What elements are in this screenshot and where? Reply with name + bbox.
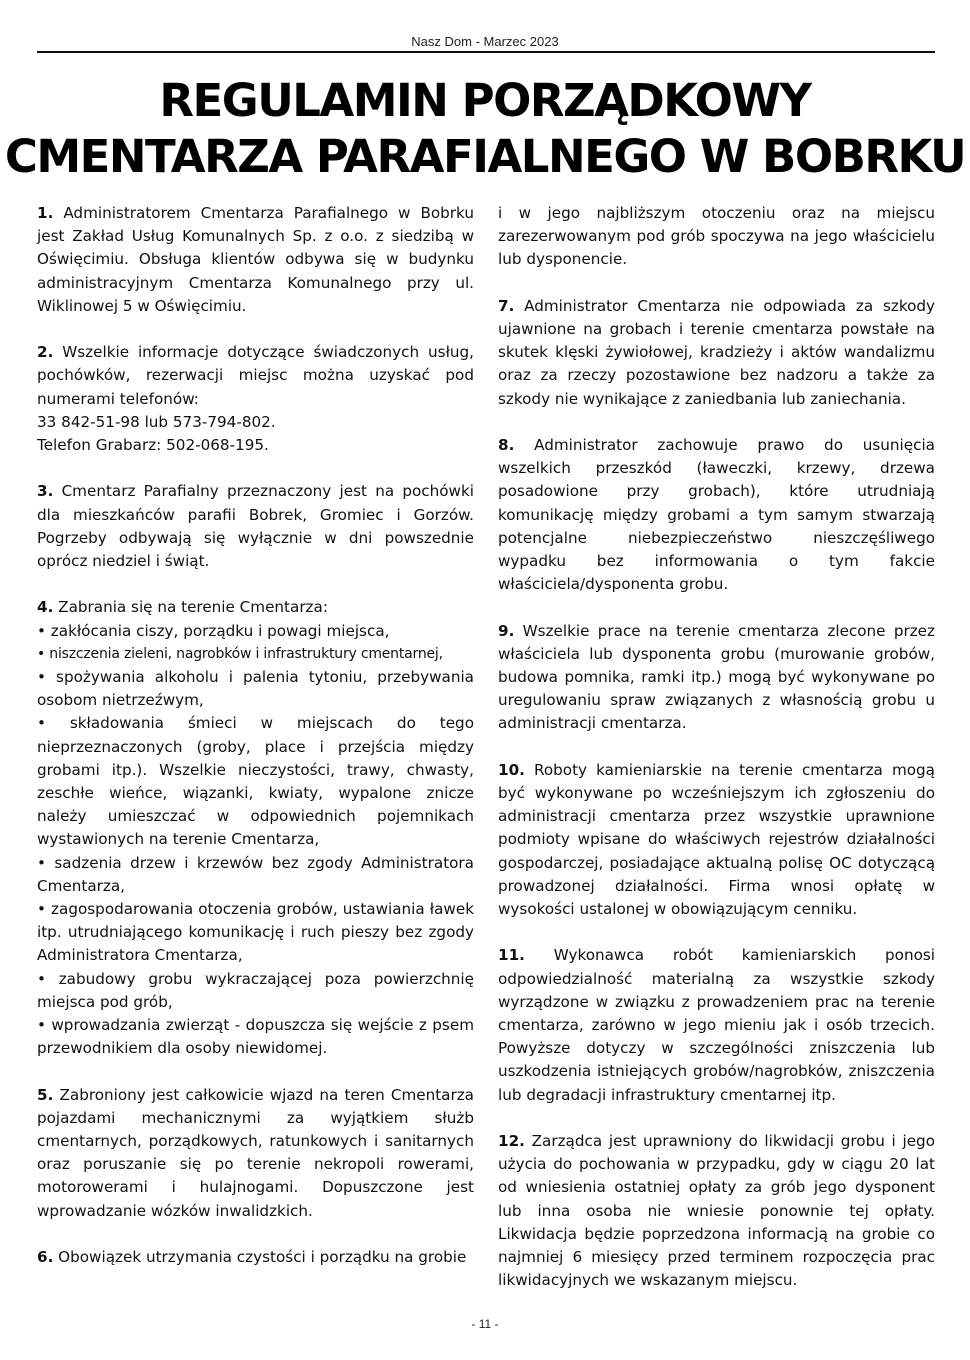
paragraph-text: Obowiązek utrzymania czystości i porządku na grobie bbox=[53, 1248, 467, 1267]
paragraph-text: Zarządca jest uprawniony do likwidacji grobu i jego użycia do pochowania w przypadku, gdy w ciągu 20 lat od wniesienia ostatniej opłaty za grób jego dysponent lub inna osoba nie wniesie ponownie tej opłaty. Likwidacja będzie poprzedzona informacją na grobie co najmniej 6 miesięcy przed terminem rozpoczęcia prac likwidacyjnych we wskazanym miejscu. bbox=[498, 1132, 935, 1290]
paragraph-number: 3. bbox=[37, 482, 54, 501]
paragraph-4 bbox=[37, 596, 474, 1060]
paragraph-text: Wszelkie prace na terenie cmentarza zlecone przez właściciela lub dysponenta grobu (murowanie grobów, budowa pomnika, ramki itp.) mogą być wykonywane po uregulowaniu spraw związanych z własnością grobu u administracji cmentarza. bbox=[498, 621, 935, 733]
paragraph-11 bbox=[498, 944, 935, 1106]
list-item: • sadzenia drzew i krzewów bez zgody Administratora Cmentarza, bbox=[37, 853, 474, 895]
paragraph-text: Wykonawca robót kamieniarskich ponosi odpowiedzialność materialną za wszystkie szkody wyrządzone w związku z prowadzeniem prac na terenie cmentarza, zarówno w jego mieniu jak i osób trzecich. Powyższe dotyczy w szczególności zniszczenia lub uszkodzenia istniejących grobów/nagrobków, zniszczenia lub degradacji infrastruktury cmentarnej itp. bbox=[498, 946, 935, 1104]
paragraph-number: 11. bbox=[498, 946, 525, 965]
paragraph-2 bbox=[37, 341, 474, 457]
left-column bbox=[37, 202, 474, 1292]
title-line-2: CMENTARZA PARAFIALNEGO W BOBRKU bbox=[4, 130, 966, 183]
paragraph-number: 7. bbox=[498, 296, 515, 315]
paragraph-text: Zabroniony jest całkowicie wjazd na teren Cmentarza pojazdami mechanicznymi za wyjątkiem służb cmentarnych, porządkowych, ratunkowych i sanitarnych oraz poruszanie się po terenie nekropoli rowerami, motorowerami i hulajnogami. Dopuszczone jest wprowadzanie wózków inwalidzkich. bbox=[37, 1085, 474, 1220]
list-item: • wprowadzania zwierząt - dopuszcza się wejście z psem przewodnikiem dla osoby niewidomej. bbox=[37, 1016, 474, 1058]
paragraph-9 bbox=[498, 620, 935, 736]
list-item: • zakłócania ciszy, porządku i powagi miejsca, bbox=[37, 621, 390, 640]
paragraph-number: 10. bbox=[498, 760, 525, 779]
list-item: • zagospodarowania otoczenia grobów, ustawiania ławek itp. utrudniającego komunikację i ruch pieszy bez zgody Administratora Cmentarza, bbox=[37, 900, 474, 965]
paragraph-number: 12. bbox=[498, 1132, 525, 1151]
title-line-1: REGULAMIN PORZĄDKOWY bbox=[159, 74, 811, 127]
paragraph-7 bbox=[498, 295, 935, 411]
page-number: - 11 - bbox=[471, 1317, 499, 1331]
paragraph-10 bbox=[498, 759, 935, 921]
paragraph-6 bbox=[37, 1246, 474, 1269]
paragraph-number: 4. bbox=[37, 598, 54, 617]
header-publication: Nasz Dom - Marzec 2023 bbox=[411, 34, 559, 49]
paragraph-number: 9. bbox=[498, 621, 515, 640]
paragraph-6-continued bbox=[498, 202, 935, 272]
paragraph-3 bbox=[37, 480, 474, 573]
paragraph-5 bbox=[37, 1084, 474, 1223]
paragraph-text: Administrator zachowuje prawo do usunięcia wszelkich przeszkód (ławeczki, krzewy, drzewa posadowione przy grobach), które utrudniają komunikację między grobami a tym samym stwarzają potencjalne niebezpieczeństwo nieszczęśliwego wypadku bez informowania o tym fakcie właściciela/dysponenta grobu. bbox=[498, 436, 935, 594]
paragraph-number: 6. bbox=[37, 1248, 54, 1267]
list-item: • składowania śmieci w miejscach do tego nieprzeznaczonych (groby, place i przejścia między grobami itp.). Wszelkie nieczystości, trawy, chwasty, zeschłe wieńce, wiązanki, kwiaty, wypalone znicze należy umieszczać w odpowiednich pojemnikach wystawionych na terenie Cmentarza, bbox=[37, 714, 474, 849]
phone-numbers: 33 842-51-98 lub 573-794-802. bbox=[37, 412, 276, 431]
list-item: • zabudowy grobu wykraczającej poza powierzchnię miejsca pod grób, bbox=[37, 969, 474, 1011]
right-column bbox=[498, 202, 935, 1316]
paragraph-8 bbox=[498, 434, 935, 596]
paragraph-text: Wszelkie informacje dotyczące świadczonych usług, pochówków, rezerwacji miejsc można uzyskać pod numerami telefonów: bbox=[37, 343, 474, 408]
paragraph-text: Roboty kamieniarskie na terenie cmentarza mogą być wykonywane po wcześniejszym ich zgłoszeniu do administracji cmentarza przez wszystkie uprawnione podmioty wpisane do właściwych rejestrów działalności gospodarczej, posiadające aktualną polisę OC dotyczącą prowadzonej działalności. Firma wnosi opłatę w wysokości ustalonej w obowiązującym cenniku. bbox=[498, 760, 935, 919]
paragraph-text: Cmentarz Parafialny przeznaczony jest na pochówki dla mieszkańców parafii Bobrek, Gromiec i Gorzów. Pogrzeby odbywają się wyłącznie w dni powszednie oprócz niedziel i świąt. bbox=[37, 482, 474, 571]
header-divider bbox=[37, 51, 935, 53]
paragraph-number: 8. bbox=[498, 436, 515, 454]
list-item: • niszczenia zieleni, nagrobków i infrastruktury cmentarnej, bbox=[37, 645, 443, 662]
paragraph-1 bbox=[37, 202, 474, 318]
paragraph-12 bbox=[498, 1130, 935, 1292]
page-title bbox=[0, 73, 970, 185]
grabarz-phone: Telefon Grabarz: 502-068-195. bbox=[37, 436, 269, 455]
paragraph-text: i w jego najbliższym otoczeniu oraz na miejscu zarezerwowanym pod grób spoczywa na jego właścicielu lub dysponencie. bbox=[498, 204, 935, 269]
paragraph-text: Administrator Cmentarza nie odpowiada za szkody ujawnione na grobach i terenie cmentarza powstałe na skutek klęski żywiołowej, kradzieży i aktów wandalizmu oraz za rzeczy pozostawione bez nadzoru a także za szkody nie wynikające z zaniedbania lub zaniechania. bbox=[498, 296, 935, 408]
paragraph-text: Zabrania się na terenie Cmentarza: bbox=[53, 598, 328, 617]
paragraph-number: 2. bbox=[37, 343, 54, 362]
paragraph-number: 5. bbox=[37, 1085, 54, 1104]
paragraph-text: Administratorem Cmentarza Parafialnego w Bobrku jest Zakład Usług Komunalnych Sp. z o.o. z siedzibą w Oświęcimiu. Obsługa klientów odbywa się w budynku administracyjnym Cmentarza Komunalnego przy ul. Wiklinowej 5 w Oświęcimiu. bbox=[37, 204, 474, 315]
list-item: • spożywania alkoholu i palenia tytoniu, przebywania osobom nietrzeźwym, bbox=[37, 668, 474, 710]
paragraph-number: 1. bbox=[37, 204, 54, 222]
